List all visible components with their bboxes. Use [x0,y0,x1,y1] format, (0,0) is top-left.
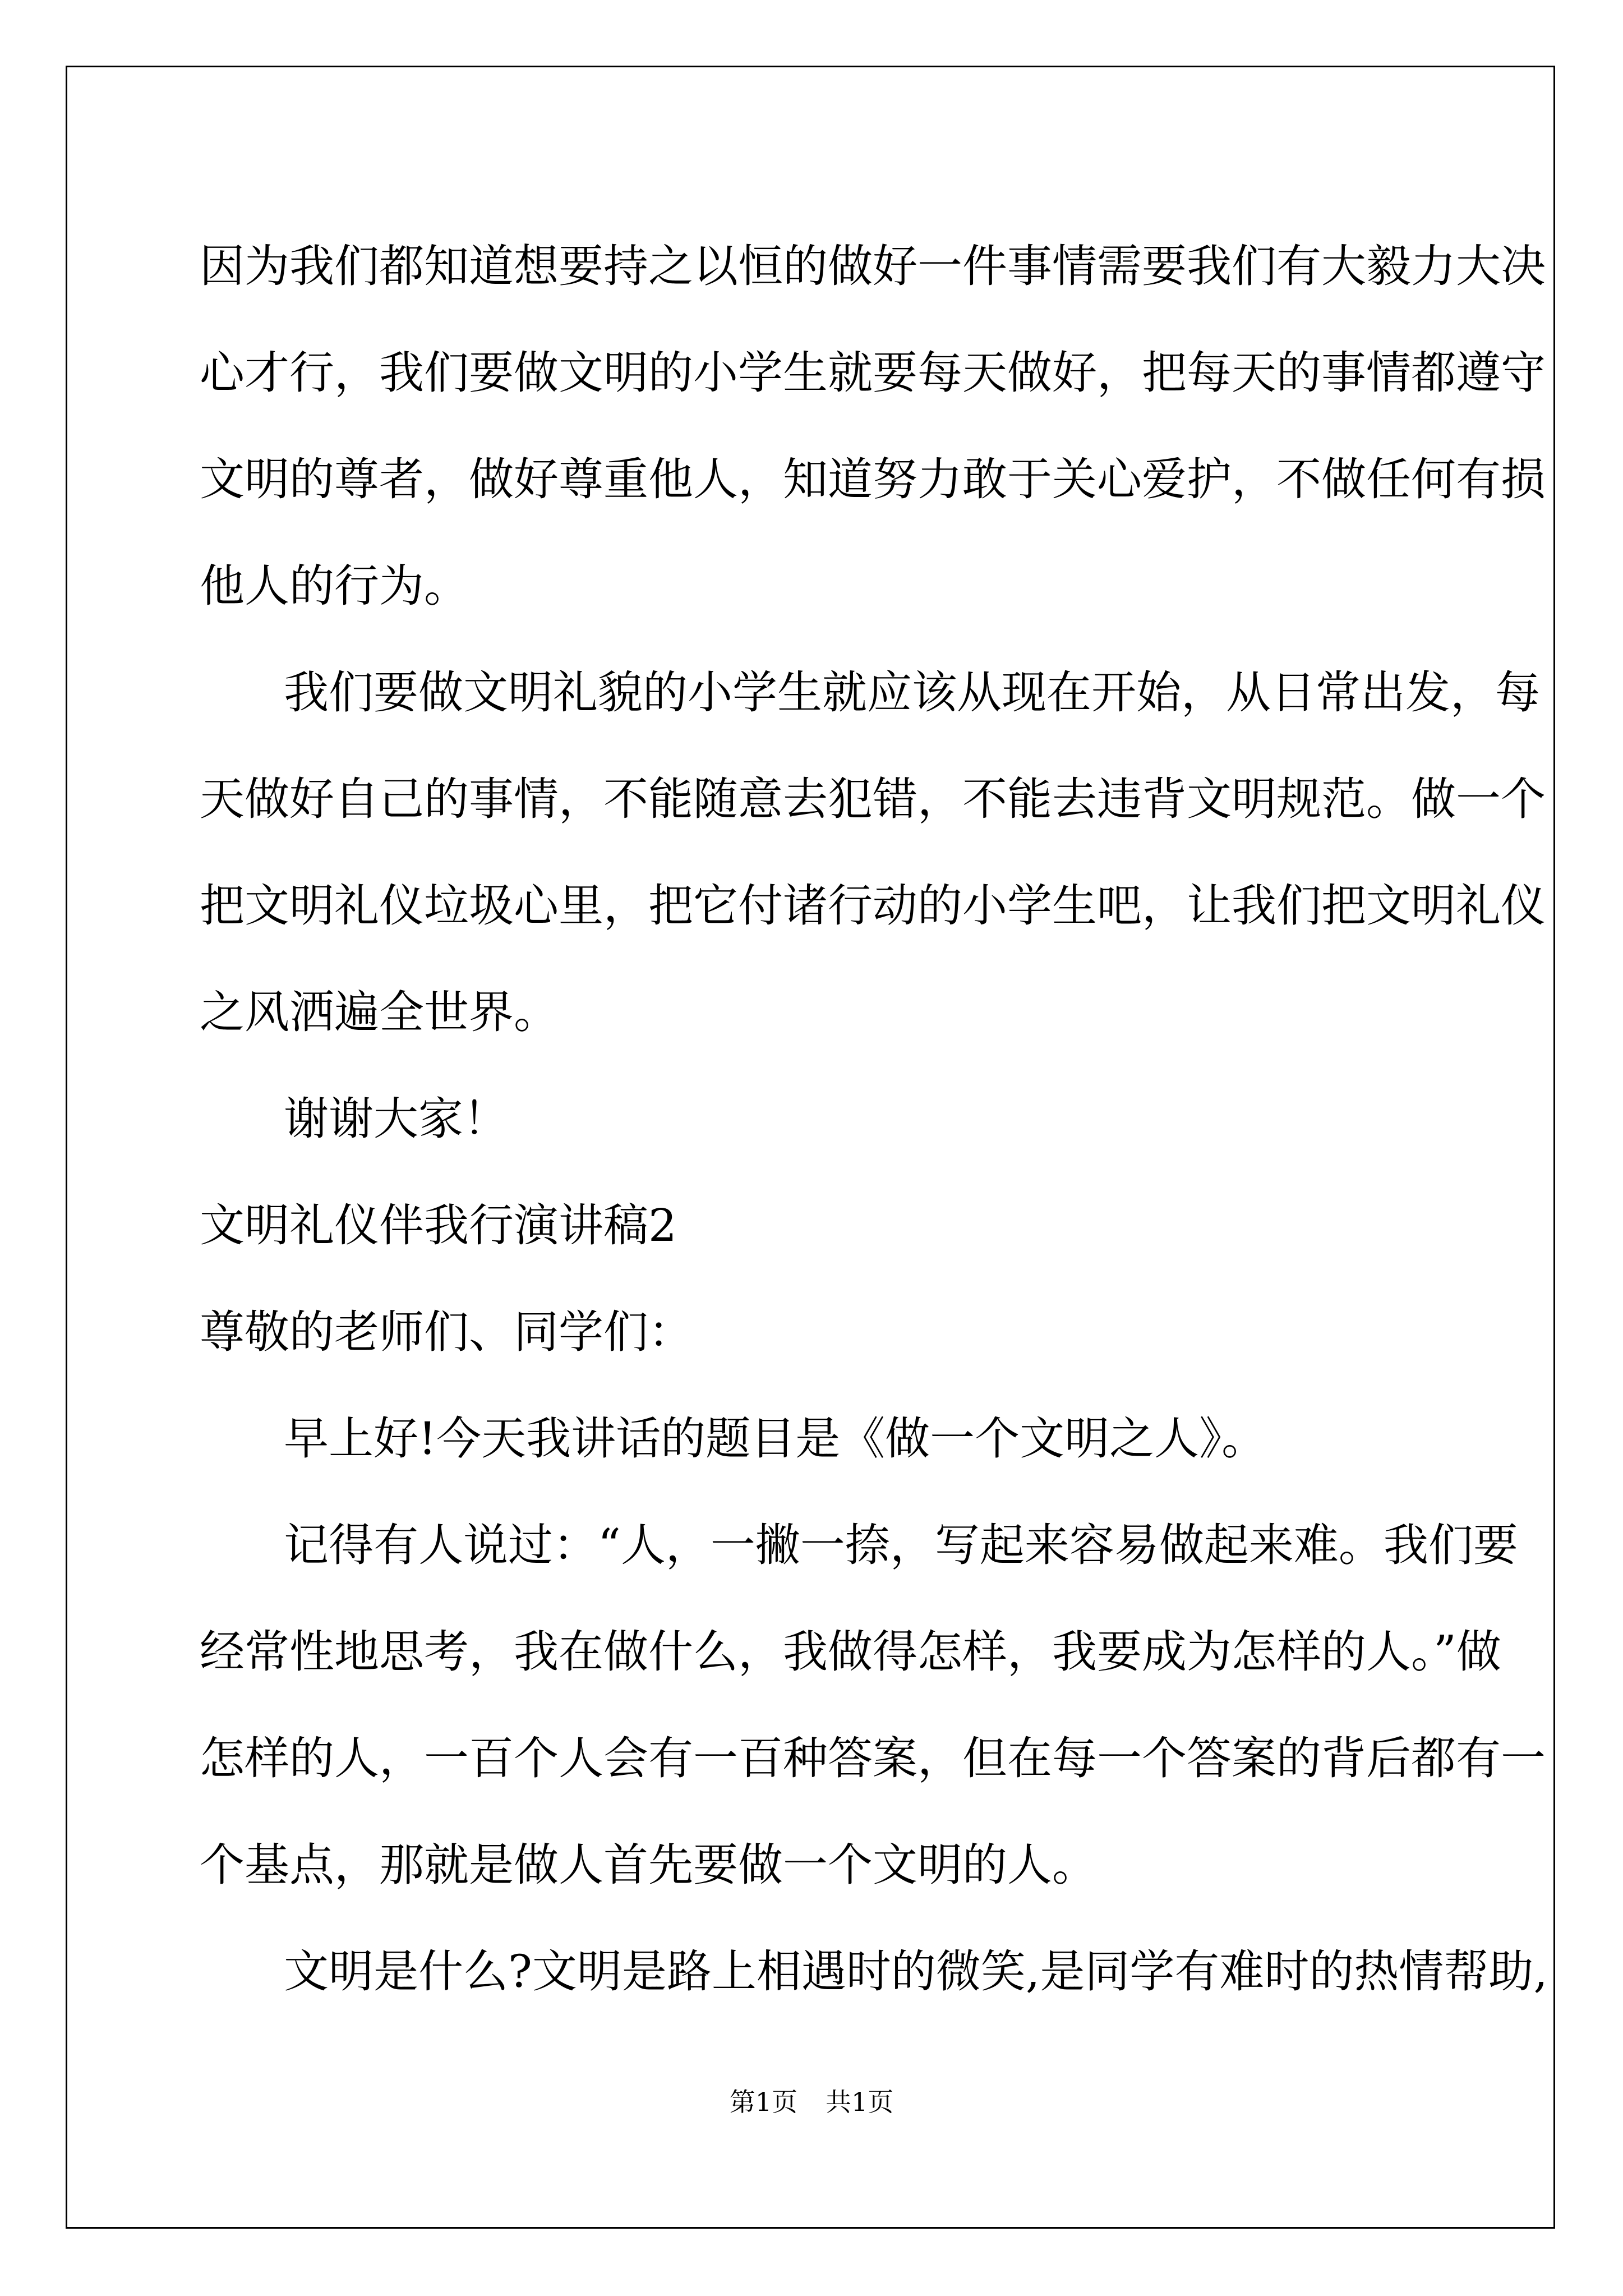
text-line: 他人的行为。 [200,560,469,612]
text-line: 之风洒遍全世界。 [200,986,559,1038]
text-line: 心才行，我们要做文明的小学生就要每天做好，把每天的事情都遵守 [200,347,1546,399]
text-line: 怎样的人，一百个人会有一百种答案，但在每一个答案的背后都有一 [200,1732,1546,1784]
page-total: 共1页 [826,2087,894,2117]
text-line: 文明的尊者，做好尊重他人，知道努力敢于关心爱护，不做任何有损 [200,453,1546,505]
section-title: 文明礼仪伴我行演讲稿2 [200,1199,677,1251]
page-current: 第1页 [729,2087,797,2117]
text-line: 文明是什么?文明是路上相遇时的微笑,是同学有难时的热情帮助, [284,1945,1548,1998]
text-line: 我们要做文明礼貌的小学生就应该从现在开始，从日常出发，每 [284,666,1540,719]
closing-line: 谢谢大家！ [284,1093,508,1145]
page-footer [0,2085,1623,2119]
text-line: 记得有人说过：“人，一撇一捺，写起来容易做起来难。我们要 [284,1519,1518,1571]
text-line: 早上好!今天我讲话的题目是《做一个文明之人》。 [284,1412,1267,1465]
text-line: 个基点，那就是做人首先要做一个文明的人。 [200,1839,1097,1891]
document-body [200,213,1548,2025]
text-line: 把文明礼仪垃圾心里，把它付诸行动的小学生吧，让我们把文明礼仪 [200,880,1546,932]
text-line: 天做好自己的事情，不能随意去犯错，不能去违背文明规范。做一个 [200,773,1546,825]
salutation: 尊敬的老师们、同学们： [200,1306,693,1358]
text-line: 因为我们都知道想要持之以恒的做好一件事情需要我们有大毅力大决 [200,240,1546,292]
text-line: 经常性地思考，我在做什么，我做得怎样，我要成为怎样的人。”做 [200,1626,1501,1678]
